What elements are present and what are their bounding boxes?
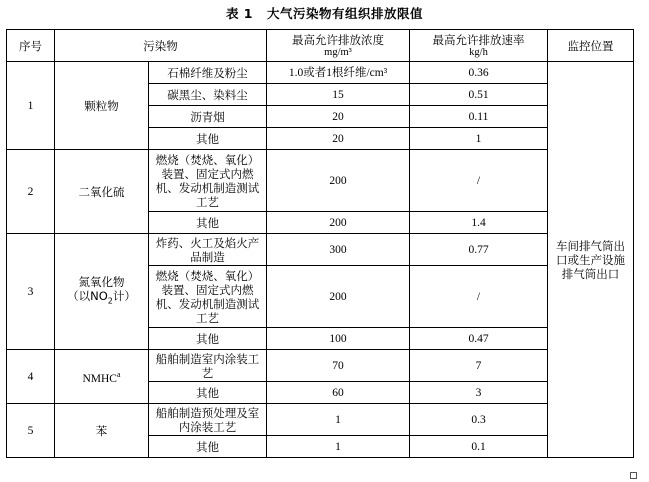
pollutant-cell: 颗粒物 [55,62,149,150]
header-rate-unit: kg/h [469,46,488,58]
rate-cell: 7 [410,350,548,382]
concentration-cell: 1 [267,404,410,436]
source-cell: 燃烧（焚烧、氧化）装置、固定式内燃机、发动机制造测试工艺 [149,266,267,328]
pollutant-cell [55,234,149,350]
pollutant-cell: 苯 [55,404,149,458]
concentration-cell: 1 [267,436,410,458]
header-concentration-label: 最高允许排放浓度 [292,32,384,47]
concentration-cell: 20 [267,106,410,128]
header-serial: 序号 [7,30,55,62]
concentration-cell: 60 [267,382,410,404]
pollutant-sup: a [116,369,121,379]
rate-cell: 0.47 [410,328,548,350]
pollutant-base: NMHC [82,372,117,385]
table-row [7,150,634,212]
table-row [7,234,634,266]
concentration-cell: 200 [267,266,410,328]
concentration-cell: 70 [267,350,410,382]
rate-cell: 0.77 [410,234,548,266]
source-cell: 其他 [149,328,267,350]
header-row [7,30,634,62]
rate-cell: 0.3 [410,404,548,436]
pollutant-cell: 二氧化硫 [55,150,149,234]
source-cell: 燃烧（焚烧、氧化）装置、固定式内燃机、发动机制造测试工艺 [149,150,267,212]
source-cell: 其他 [149,212,267,234]
serial-cell: 5 [7,404,55,458]
concentration-cell: 20 [267,128,410,150]
pollutant-line2-suffix: 计） [112,288,136,303]
pollutant-line1: 氮氧化物 [78,274,125,289]
pollutant-line2-prefix: （以NO [67,288,108,303]
source-cell: 沥青烟 [149,106,267,128]
rate-cell: 0.1 [410,436,548,458]
source-cell: 船舶制造室内涂装工艺 [149,350,267,382]
serial-cell: 1 [7,62,55,150]
header-rate-label: 最高允许排放速率 [432,32,525,47]
rate-cell: 0.51 [410,84,548,106]
emission-limits-table [6,29,634,458]
concentration-cell: 200 [267,212,410,234]
rate-cell: 3 [410,382,548,404]
table-row [7,62,634,84]
table-resize-handle[interactable] [630,472,637,479]
monitor-location-cell: 车间排气筒出口或生产设施排气筒出口 [548,62,634,458]
rate-cell: 0.36 [410,62,548,84]
source-cell: 其他 [149,128,267,150]
caption-number: 表 1 [225,6,254,21]
caption-title: 大气污染物有组织排放限值 [267,6,424,21]
serial-cell: 2 [7,150,55,234]
serial-cell: 4 [7,350,55,404]
concentration-cell: 15 [267,84,410,106]
table-row [7,404,634,436]
concentration-cell: 1.0或者1根纤维/cm³ [267,62,410,84]
rate-cell: / [410,266,548,328]
header-concentration [267,30,410,62]
header-monitor: 监控位置 [548,30,634,62]
rate-cell: / [410,150,548,212]
source-cell: 船舶制造预处理及室内涂装工艺 [149,404,267,436]
source-cell: 其他 [149,382,267,404]
table-caption [0,4,649,22]
header-rate [410,30,548,62]
concentration-cell: 200 [267,150,410,212]
serial-cell: 3 [7,234,55,350]
pollutant-line2-sub: 2 [107,296,113,306]
rate-cell: 0.11 [410,106,548,128]
concentration-cell: 300 [267,234,410,266]
rate-cell: 1.4 [410,212,548,234]
source-cell: 石棉纤维及粉尘 [149,62,267,84]
concentration-cell: 100 [267,328,410,350]
source-cell: 炸药、火工及焰火产品制造 [149,234,267,266]
header-concentration-unit: mg/m³ [324,46,352,58]
source-cell: 碳黑尘、染料尘 [149,84,267,106]
rate-cell: 1 [410,128,548,150]
pollutant-cell [55,350,149,404]
source-cell: 其他 [149,436,267,458]
table-row [7,350,634,382]
header-pollutant: 污染物 [55,30,267,62]
